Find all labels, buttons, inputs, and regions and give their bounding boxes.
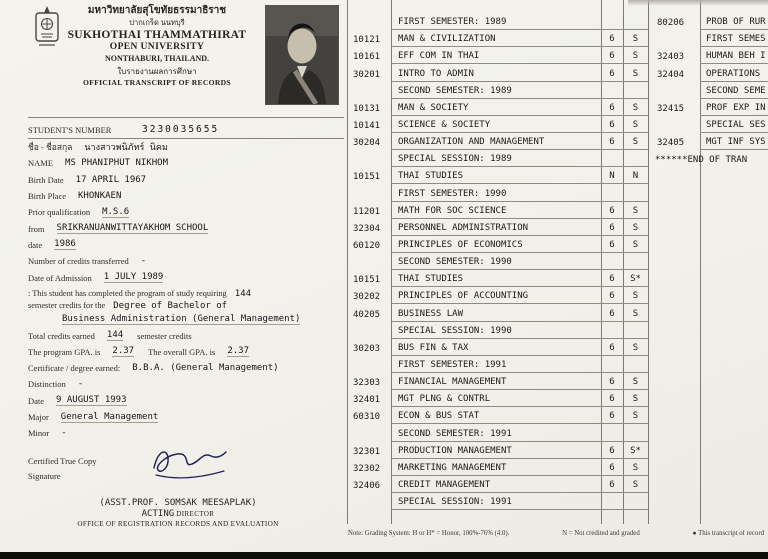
course-code: 30203 — [353, 343, 381, 354]
semester-header-label: FIRST SEMESTER: 1989 — [391, 13, 601, 30]
course-grade — [623, 253, 648, 270]
document-title: OFFICIAL TRANSCRIPT OF RECORDS — [83, 78, 231, 88]
course-code: 32405 — [657, 138, 685, 149]
signer-office: OFFICE OF REGISTRATION RECORDS AND EVALUATION — [77, 519, 279, 528]
course-row — [348, 459, 648, 476]
thai-name-label: ชื่อ - ชื่อสกุล — [28, 142, 73, 153]
signer-title-director: DIRECTOR — [176, 509, 215, 518]
certified-true-copy-label: Certified True Copy — [28, 456, 97, 467]
university-location-thai: ปากเกร็ด นนทบุรี — [129, 17, 185, 27]
course-row — [348, 236, 648, 253]
course-credit — [601, 493, 623, 510]
course-credit: 6 — [601, 373, 623, 390]
course-credit: 6 — [601, 47, 623, 64]
program-gpa-value: 2.37 — [112, 346, 135, 357]
field-prior-qualification — [28, 204, 344, 220]
course-row — [348, 64, 648, 81]
semester-header-label: FIRST SEMES — [700, 30, 768, 47]
grading-note-transcript: ● This transcript of record — [692, 530, 764, 537]
scan-edge-top — [628, 0, 768, 6]
semester-header-row — [649, 116, 768, 133]
semester-header-row — [348, 150, 648, 167]
completion-statement — [28, 288, 344, 326]
field-distinction — [28, 376, 344, 392]
course-credit: 6 — [601, 270, 623, 287]
course-grade — [623, 150, 648, 167]
course-code: 32301 — [353, 446, 381, 457]
course-grade: S — [623, 459, 648, 476]
course-code: 80206 — [657, 18, 685, 29]
course-credit: 6 — [601, 459, 623, 476]
course-title: ECON & BUS STAT — [391, 407, 601, 424]
course-grade — [623, 13, 648, 30]
course-grade: S — [623, 339, 648, 356]
name-label: NAME — [28, 158, 54, 169]
course-code: 60120 — [353, 240, 381, 251]
course-code — [649, 116, 700, 133]
course-row — [348, 202, 648, 219]
major-value: General Management — [60, 411, 159, 422]
course-title: PRODUCTION MANAGEMENT — [391, 442, 601, 459]
course-code: 10161 — [353, 52, 381, 63]
course-credit: 6 — [601, 339, 623, 356]
semester-header-label: FIRST SEMESTER: 1991 — [391, 356, 601, 373]
major-label: Major — [28, 412, 49, 423]
field-credits-transferred — [28, 253, 344, 269]
course-grade: S — [623, 236, 648, 253]
semester-header-label: SECOND SEMESTER: 1990 — [391, 253, 601, 270]
course-credit: 6 — [601, 219, 623, 236]
minor-label: Minor — [28, 428, 50, 439]
field-birth-date — [28, 172, 344, 188]
course-grade: S — [623, 30, 648, 47]
total-credits-value: 144 — [106, 330, 124, 341]
semester-header-row — [348, 184, 648, 201]
course-grade: S — [623, 99, 648, 116]
field-certificate — [28, 360, 344, 376]
course-code: 10131 — [353, 103, 381, 114]
certified-copy-row — [28, 454, 344, 469]
course-title: MATH FOR SOC SCIENCE — [391, 202, 601, 219]
course-title: PRINCIPLES OF ACCOUNTING — [391, 287, 601, 304]
field-graduation-date — [28, 393, 344, 409]
signature-label: Signature — [28, 471, 61, 482]
course-code: 32302 — [353, 463, 381, 474]
course-title: BUSINESS LAW — [391, 304, 601, 321]
completion-line1 — [28, 288, 344, 301]
field-prior-school — [28, 220, 344, 236]
course-code: 32304 — [353, 223, 381, 234]
course-credit: 6 — [601, 99, 623, 116]
semester-header-label: FIRST SEMESTER: 1990 — [391, 184, 601, 201]
course-credit: 6 — [601, 476, 623, 493]
course-code: 30202 — [353, 292, 381, 303]
field-thai-name — [28, 139, 344, 155]
completion-line2-label: semester credits for the — [28, 301, 106, 311]
course-grade: S — [623, 64, 648, 81]
grading-note-system: Note: Grading System: H or H* = Honor, 100%-76% (4.0). — [348, 530, 510, 537]
course-code: 10151 — [353, 172, 381, 183]
course-credit: 6 — [601, 64, 623, 81]
course-credit — [601, 82, 623, 99]
completion-line1-label: : This student has completed the program of study requiring — [28, 288, 227, 298]
prior-date-value: 1986 — [54, 239, 76, 250]
admission-date-value: 1 JULY 1989 — [103, 272, 164, 283]
course-title: PERSONNEL ADMINISTRATION — [391, 219, 601, 236]
course-code — [348, 253, 391, 270]
course-credit: 6 — [601, 287, 623, 304]
course-credit: 6 — [601, 133, 623, 150]
course-row — [649, 47, 768, 64]
course-title: EFF COM IN THAI — [391, 47, 601, 64]
prior-school-label: from — [28, 223, 45, 234]
completion-line3 — [62, 313, 344, 326]
course-grade: S* — [623, 270, 648, 287]
course-code: 30201 — [353, 69, 381, 80]
overall-gpa-value: 2.37 — [227, 346, 249, 357]
course-row — [348, 476, 648, 493]
grading-note-n: N = Not credited and graded — [562, 530, 640, 537]
university-name-line1: SUKHOTHAI THAMMATHIRAT — [67, 28, 247, 41]
course-title: CREDIT MANAGEMENT — [391, 476, 601, 493]
field-gpa — [28, 344, 344, 360]
course-title: FINANCIAL MANAGEMENT — [391, 373, 601, 390]
course-credit — [601, 150, 623, 167]
prior-qualification-value: M.S.6 — [102, 206, 130, 217]
birth-date-value: 17 APRIL 1967 — [75, 174, 147, 185]
end-of-transcript-row — [649, 150, 768, 167]
semester-header-row — [348, 253, 648, 270]
course-grade — [623, 184, 648, 201]
completion-credits-value: 144 — [234, 288, 252, 299]
course-row — [348, 116, 648, 133]
course-row — [649, 133, 768, 150]
course-row — [348, 339, 648, 356]
course-code — [649, 30, 700, 47]
student-number-label: STUDENT'S NUMBER — [28, 124, 112, 135]
semester-header-row — [348, 13, 648, 30]
university-titles — [66, 5, 248, 88]
course-row — [348, 270, 648, 287]
course-grade: S* — [623, 442, 648, 459]
course-credit — [601, 424, 623, 441]
course-grade: S — [623, 47, 648, 64]
course-code — [348, 150, 391, 167]
admission-date-label: Date of Admission — [28, 272, 92, 283]
course-code — [348, 13, 391, 30]
semester-header-label: SPECIAL SES — [700, 116, 768, 133]
course-title: MARKETING MANAGEMENT — [391, 459, 601, 476]
course-grade: S — [623, 373, 648, 390]
course-row — [649, 64, 768, 81]
semester-header-row — [348, 82, 648, 99]
university-name-line2: OPEN UNIVERSITY — [109, 42, 205, 53]
course-credit: N — [601, 167, 623, 184]
signature-handwriting — [146, 444, 234, 484]
course-title: MAN & CIVILIZATION — [391, 30, 601, 47]
document-title-thai: ใบรายงานผลการศึกษา — [117, 67, 197, 77]
field-birth-place — [28, 188, 344, 204]
semester-header-label: SECOND SEMESTER: 1989 — [391, 82, 601, 99]
program-gpa-label: The program GPA. is — [28, 346, 101, 357]
course-credit: 6 — [601, 442, 623, 459]
credits-transferred-label: Number of credits transferred — [28, 256, 129, 267]
course-credit: 6 — [601, 236, 623, 253]
credits-transferred-value: - — [140, 256, 147, 267]
graduation-date-label: Date — [28, 395, 45, 406]
course-grade — [623, 493, 648, 510]
course-table-main — [348, 0, 648, 510]
student-number-value: 3230035655 — [142, 124, 220, 135]
grading-note — [348, 530, 764, 537]
course-code: 40205 — [353, 309, 381, 320]
course-title: THAI STUDIES — [391, 167, 601, 184]
course-code: 11201 — [353, 206, 381, 217]
course-grade — [623, 322, 648, 339]
course-row — [649, 13, 768, 30]
course-title: HUMAN BEH I — [700, 47, 768, 64]
field-student-number — [28, 121, 344, 139]
course-code — [348, 322, 391, 339]
course-credit: 6 — [601, 304, 623, 321]
university-location: NONTHABURI, THAILAND. — [104, 54, 210, 64]
course-title: MGT INF SYS — [700, 133, 768, 150]
university-crest-icon — [32, 5, 62, 56]
course-credit — [601, 253, 623, 270]
course-row — [348, 373, 648, 390]
course-grade — [623, 356, 648, 373]
course-code — [649, 82, 700, 99]
birth-place-value: KHONKAEN — [78, 191, 122, 202]
course-row — [348, 287, 648, 304]
student-details — [28, 121, 344, 442]
course-row — [348, 167, 648, 184]
field-total-credits — [28, 327, 344, 343]
course-title: BUS FIN & TAX — [391, 339, 601, 356]
course-title: MAN & SOCIETY — [391, 99, 601, 116]
student-photo — [265, 5, 339, 105]
course-title: PROB OF RUR — [700, 13, 768, 30]
graduation-date-value: 9 AUGUST 1993 — [56, 395, 127, 406]
overall-gpa-label: The overall GPA. is — [148, 346, 216, 357]
course-title: MGT PLNG & CONTRL — [391, 390, 601, 407]
course-credit: 6 — [601, 390, 623, 407]
course-credit — [601, 184, 623, 201]
prior-school-value: SRIKRANUANWITTAYAKHOM SCHOOL — [56, 223, 209, 234]
course-code: 32303 — [353, 378, 381, 389]
course-row — [348, 219, 648, 236]
course-code: 60310 — [353, 412, 381, 423]
course-credit — [601, 13, 623, 30]
birth-date-label: Birth Date — [28, 174, 64, 185]
course-title: PROF EXP IN — [700, 99, 768, 116]
university-name-thai: มหาวิทยาลัยสุโขทัยธรรมาธิราช — [87, 5, 227, 16]
signer-title-acting: ACTING — [141, 508, 175, 519]
course-code: 10151 — [353, 275, 381, 286]
name-value: MS PHANIPHUT NIKHOM — [65, 158, 168, 169]
course-row — [649, 99, 768, 116]
course-row — [348, 47, 648, 64]
university-header — [28, 0, 344, 118]
total-credits-label: Total credits earned — [28, 330, 95, 341]
semester-header-row — [348, 493, 648, 510]
thai-name-value: นางสาวพนิภัทร์ นิคม — [84, 143, 168, 154]
course-row — [348, 390, 648, 407]
course-grade: S — [623, 476, 648, 493]
semester-header-label: SPECIAL SESSION: 1991 — [391, 493, 601, 510]
course-code: 32406 — [353, 480, 381, 491]
distinction-label: Distinction — [28, 379, 66, 390]
course-grade: S — [623, 304, 648, 321]
course-credit — [601, 356, 623, 373]
course-row — [348, 30, 648, 47]
semester-header-label: SPECIAL SESSION: 1989 — [391, 150, 601, 167]
course-grade: S — [623, 287, 648, 304]
course-credit: 6 — [601, 202, 623, 219]
course-grade: S — [623, 116, 648, 133]
distinction-value: - — [77, 379, 84, 390]
course-grade: S — [623, 202, 648, 219]
course-title: OPERATIONS — [700, 64, 768, 81]
course-code: 10141 — [353, 120, 381, 131]
course-grade: S — [623, 407, 648, 424]
course-grade: S — [623, 219, 648, 236]
course-credit: 6 — [601, 407, 623, 424]
semester-header-label: SPECIAL SESSION: 1990 — [391, 322, 601, 339]
degree-line1-value: Degree of Bachelor of — [113, 301, 228, 312]
course-code: 32415 — [657, 103, 685, 114]
field-major — [28, 409, 344, 425]
course-credit: 6 — [601, 116, 623, 133]
course-code: 32403 — [657, 52, 685, 63]
course-code — [348, 356, 391, 373]
course-title: INTRO TO ADMIN — [391, 64, 601, 81]
signer-title-row — [28, 508, 328, 519]
semester-header-row — [348, 424, 648, 441]
semester-header-label: SECOND SEMESTER: 1991 — [391, 424, 601, 441]
minor-value: - — [61, 428, 67, 439]
course-grade: S — [623, 390, 648, 407]
course-code: 10121 — [353, 35, 381, 46]
total-credits-suffix: semester credits — [137, 330, 192, 341]
semester-header-row — [348, 356, 648, 373]
course-code — [348, 184, 391, 201]
semester-header-row — [649, 30, 768, 47]
semester-header-row — [649, 82, 768, 99]
course-table-continued — [649, 0, 768, 167]
certificate-label: Certificate / degree earned: — [28, 363, 121, 374]
certificate-value: B.B.A. (General Management) — [132, 363, 279, 374]
course-code — [348, 82, 391, 99]
semester-header-row — [348, 322, 648, 339]
course-row — [348, 407, 648, 424]
course-title: SCIENCE & SOCIETY — [391, 116, 601, 133]
prior-date-label: date — [28, 239, 43, 250]
scan-edge-bottom — [0, 552, 768, 559]
course-credit: 6 — [601, 30, 623, 47]
degree-line2-value: Business Administration (General Management) — [62, 313, 301, 324]
course-row — [348, 99, 648, 116]
prior-qualification-label: Prior qualification — [28, 207, 91, 218]
field-admission-date — [28, 269, 344, 285]
left-panel — [0, 0, 346, 552]
course-code: 30204 — [353, 138, 381, 149]
course-row — [348, 304, 648, 321]
course-credit — [601, 322, 623, 339]
course-row — [348, 442, 648, 459]
course-title: THAI STUDIES — [391, 270, 601, 287]
course-code: 32401 — [353, 395, 381, 406]
course-code — [348, 424, 391, 441]
end-of-transcript-label: ******END OF TRAN — [655, 155, 748, 166]
signer-name: (ASST.PROF. SOMSAK MEESAPLAK) — [99, 497, 257, 508]
field-minor — [28, 425, 344, 441]
field-name — [28, 155, 344, 171]
course-row — [348, 133, 648, 150]
course-code: 32404 — [657, 69, 685, 80]
birth-place-label: Birth Place — [28, 191, 67, 202]
completion-line2 — [28, 300, 344, 313]
course-title: ORGANIZATION AND MANAGEMENT — [391, 133, 601, 150]
certification-block — [28, 454, 344, 528]
course-grade — [623, 424, 648, 441]
course-title: PRINCIPLES OF ECONOMICS — [391, 236, 601, 253]
course-grade: N — [623, 167, 648, 184]
semester-header-label: SECOND SEME — [700, 82, 768, 99]
course-grade: S — [623, 133, 648, 150]
course-code — [348, 493, 391, 510]
field-prior-date — [28, 237, 344, 253]
course-grade — [623, 82, 648, 99]
